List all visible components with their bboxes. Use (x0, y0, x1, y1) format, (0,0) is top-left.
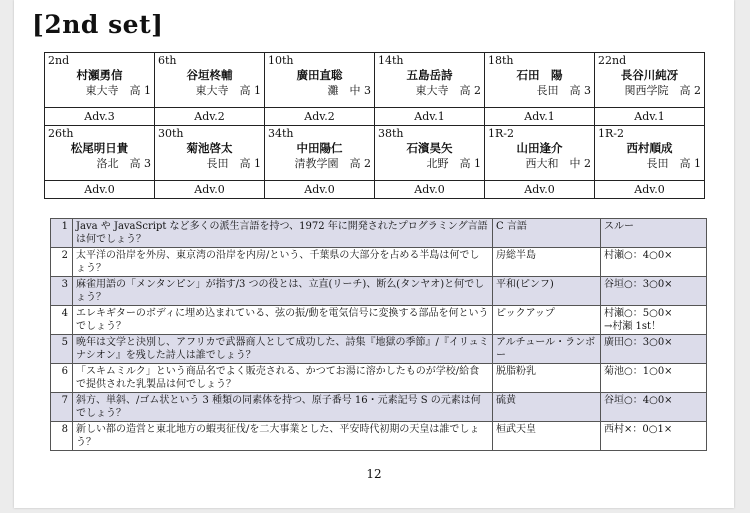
question-number: 5 (51, 335, 73, 364)
question-number: 2 (51, 248, 73, 277)
question-row (51, 277, 707, 306)
player-name: 廣田直聡 (296, 68, 343, 82)
question-result: 菊池○：1○0× (601, 364, 707, 393)
questions-table (50, 218, 707, 451)
question-answer: アルチュール・ランボー (493, 335, 601, 364)
player-rank: 30th (158, 127, 184, 140)
player-cell (265, 53, 375, 108)
question-row (51, 219, 707, 248)
player-school: 清教学園 高 2 (294, 157, 371, 170)
player-cell (595, 126, 705, 181)
question-answer: 房総半島 (493, 248, 601, 277)
question-text: Java や JavaScript など多くの派生言語を持つ、1972 年に開発されたプログラミング言語は何でしょう？ (73, 219, 493, 248)
question-text: エレキギターのボディに埋め込まれている、弦の振/動を電気信号に変換する部品を何というでしょう？ (73, 306, 493, 335)
player-school: 東大寺 高 1 (85, 84, 151, 97)
player-rank: 1R-2 (598, 127, 624, 140)
question-row (51, 393, 707, 422)
question-text: 晩年は文学と決別し、アフリカで武器商人として成功した、詩集『地獄の季節』/『イリュミナシオン』を残した詩人は誰でしょう？ (73, 335, 493, 364)
question-result: スルー (601, 219, 707, 248)
player-advantage: Adv.0 (485, 181, 595, 199)
player-rank: 18th (488, 54, 514, 67)
player-rank: 34th (268, 127, 294, 140)
question-answer: 平和(ピンフ) (493, 277, 601, 306)
player-school: 北野 高 1 (426, 157, 481, 170)
question-row (51, 248, 707, 277)
question-text: 「スキムミルク」という商品名でよく販売される、かつてお湯に溶かしたものが学校/給食で提供された乳製品は何でしょう？ (73, 364, 493, 393)
set-title: [2nd set] (32, 10, 164, 39)
question-result: 西村×：0○1× (601, 422, 707, 451)
player-school: 関西学院 高 2 (624, 84, 701, 97)
players-info-row-1 (45, 53, 705, 108)
player-school: 灘 中 3 (327, 84, 371, 97)
question-number: 6 (51, 364, 73, 393)
question-answer: 硫黄 (493, 393, 601, 422)
player-cell (485, 126, 595, 181)
question-answer: C 言語 (493, 219, 601, 248)
player-advantage: Adv.3 (45, 108, 155, 126)
player-cell (375, 126, 485, 181)
question-row (51, 306, 707, 335)
player-cell (485, 53, 595, 108)
player-cell (45, 126, 155, 181)
player-rank: 6th (158, 54, 177, 67)
player-name: 村瀬勇信 (76, 68, 123, 82)
player-name: 菊池啓太 (186, 141, 233, 155)
players-table (44, 52, 705, 199)
player-name: 中田陽仁 (296, 141, 343, 155)
questions-section (50, 218, 706, 451)
player-rank: 14th (378, 54, 404, 67)
player-school: 西大和 中 2 (525, 157, 591, 170)
player-name: 五島岳詩 (406, 68, 453, 82)
document-page (14, 0, 734, 508)
player-cell (45, 53, 155, 108)
question-row (51, 335, 707, 364)
player-rank: 26th (48, 127, 74, 140)
question-text: 太平洋の沿岸を外房、東京湾の沿岸を内房/という、千葉県の大部分を占める半島は何でしょう？ (73, 248, 493, 277)
player-school: 長田 高 1 (646, 157, 701, 170)
question-text: 新しい都の造営と東北地方の蝦夷征伐/を二大事業とした、平安時代初期の天皇は誰でしょう？ (73, 422, 493, 451)
player-advantage: Adv.2 (265, 108, 375, 126)
question-number: 3 (51, 277, 73, 306)
player-school: 洛北 高 3 (96, 157, 151, 170)
player-cell (265, 126, 375, 181)
player-rank: 10th (268, 54, 294, 67)
player-advantage: Adv.1 (375, 108, 485, 126)
player-name: 西村順成 (626, 141, 673, 155)
player-rank: 1R-2 (488, 127, 514, 140)
player-name: 山田逢介 (516, 141, 563, 155)
player-rank: 38th (378, 127, 404, 140)
player-rank: 2nd (48, 54, 70, 67)
player-name: 谷垣柊輔 (186, 68, 233, 82)
players-info-row-2 (45, 126, 705, 181)
player-name: 松尾明日貴 (70, 141, 129, 155)
player-advantage: Adv.0 (265, 181, 375, 199)
question-text: 麻雀用語の「メンタンピン」が指す/3 つの役とは、立直(リーチ)、断么(タンヤオ)と何でしょう？ (73, 277, 493, 306)
question-answer: ピックアップ (493, 306, 601, 335)
player-advantage: Adv.0 (595, 181, 705, 199)
question-result: 村瀬○：4○0× (601, 248, 707, 277)
player-advantage: Adv.1 (485, 108, 595, 126)
question-number: 7 (51, 393, 73, 422)
player-school: 東大寺 高 1 (195, 84, 261, 97)
player-school: 長田 高 3 (536, 84, 591, 97)
question-text: 斜方、単斜、/ゴム状という 3 種類の同素体を持つ、原子番号 16・元素記号 S の元素は何でしょう？ (73, 393, 493, 422)
player-school: 東大寺 高 2 (415, 84, 481, 97)
player-advantage: Adv.0 (45, 181, 155, 199)
player-name: 石田 陽 (516, 68, 563, 82)
player-rank: 22nd (598, 54, 627, 67)
player-cell (375, 53, 485, 108)
player-advantage: Adv.1 (595, 108, 705, 126)
player-cell (595, 53, 705, 108)
player-cell (155, 126, 265, 181)
player-school: 長田 高 1 (206, 157, 261, 170)
question-row (51, 422, 707, 451)
question-result: 廣田○：3○0× (601, 335, 707, 364)
question-number: 1 (51, 219, 73, 248)
question-answer: 脱脂粉乳 (493, 364, 601, 393)
question-number: 4 (51, 306, 73, 335)
player-cell (155, 53, 265, 108)
player-advantage: Adv.2 (155, 108, 265, 126)
players-adv-row-2 (45, 181, 705, 199)
player-name: 長谷川純冴 (620, 68, 679, 82)
question-result: 谷垣○：3○0× (601, 277, 707, 306)
player-advantage: Adv.0 (155, 181, 265, 199)
question-answer: 桓武天皇 (493, 422, 601, 451)
question-result: 村瀬○：5○0× →村瀬 1st！ (601, 306, 707, 335)
player-name: 石濱昊矢 (406, 141, 453, 155)
page-number: 12 (366, 467, 382, 481)
players-adv-row-1 (45, 108, 705, 126)
question-number: 8 (51, 422, 73, 451)
question-result: 谷垣○：4○0× (601, 393, 707, 422)
question-row (51, 364, 707, 393)
player-advantage: Adv.0 (375, 181, 485, 199)
